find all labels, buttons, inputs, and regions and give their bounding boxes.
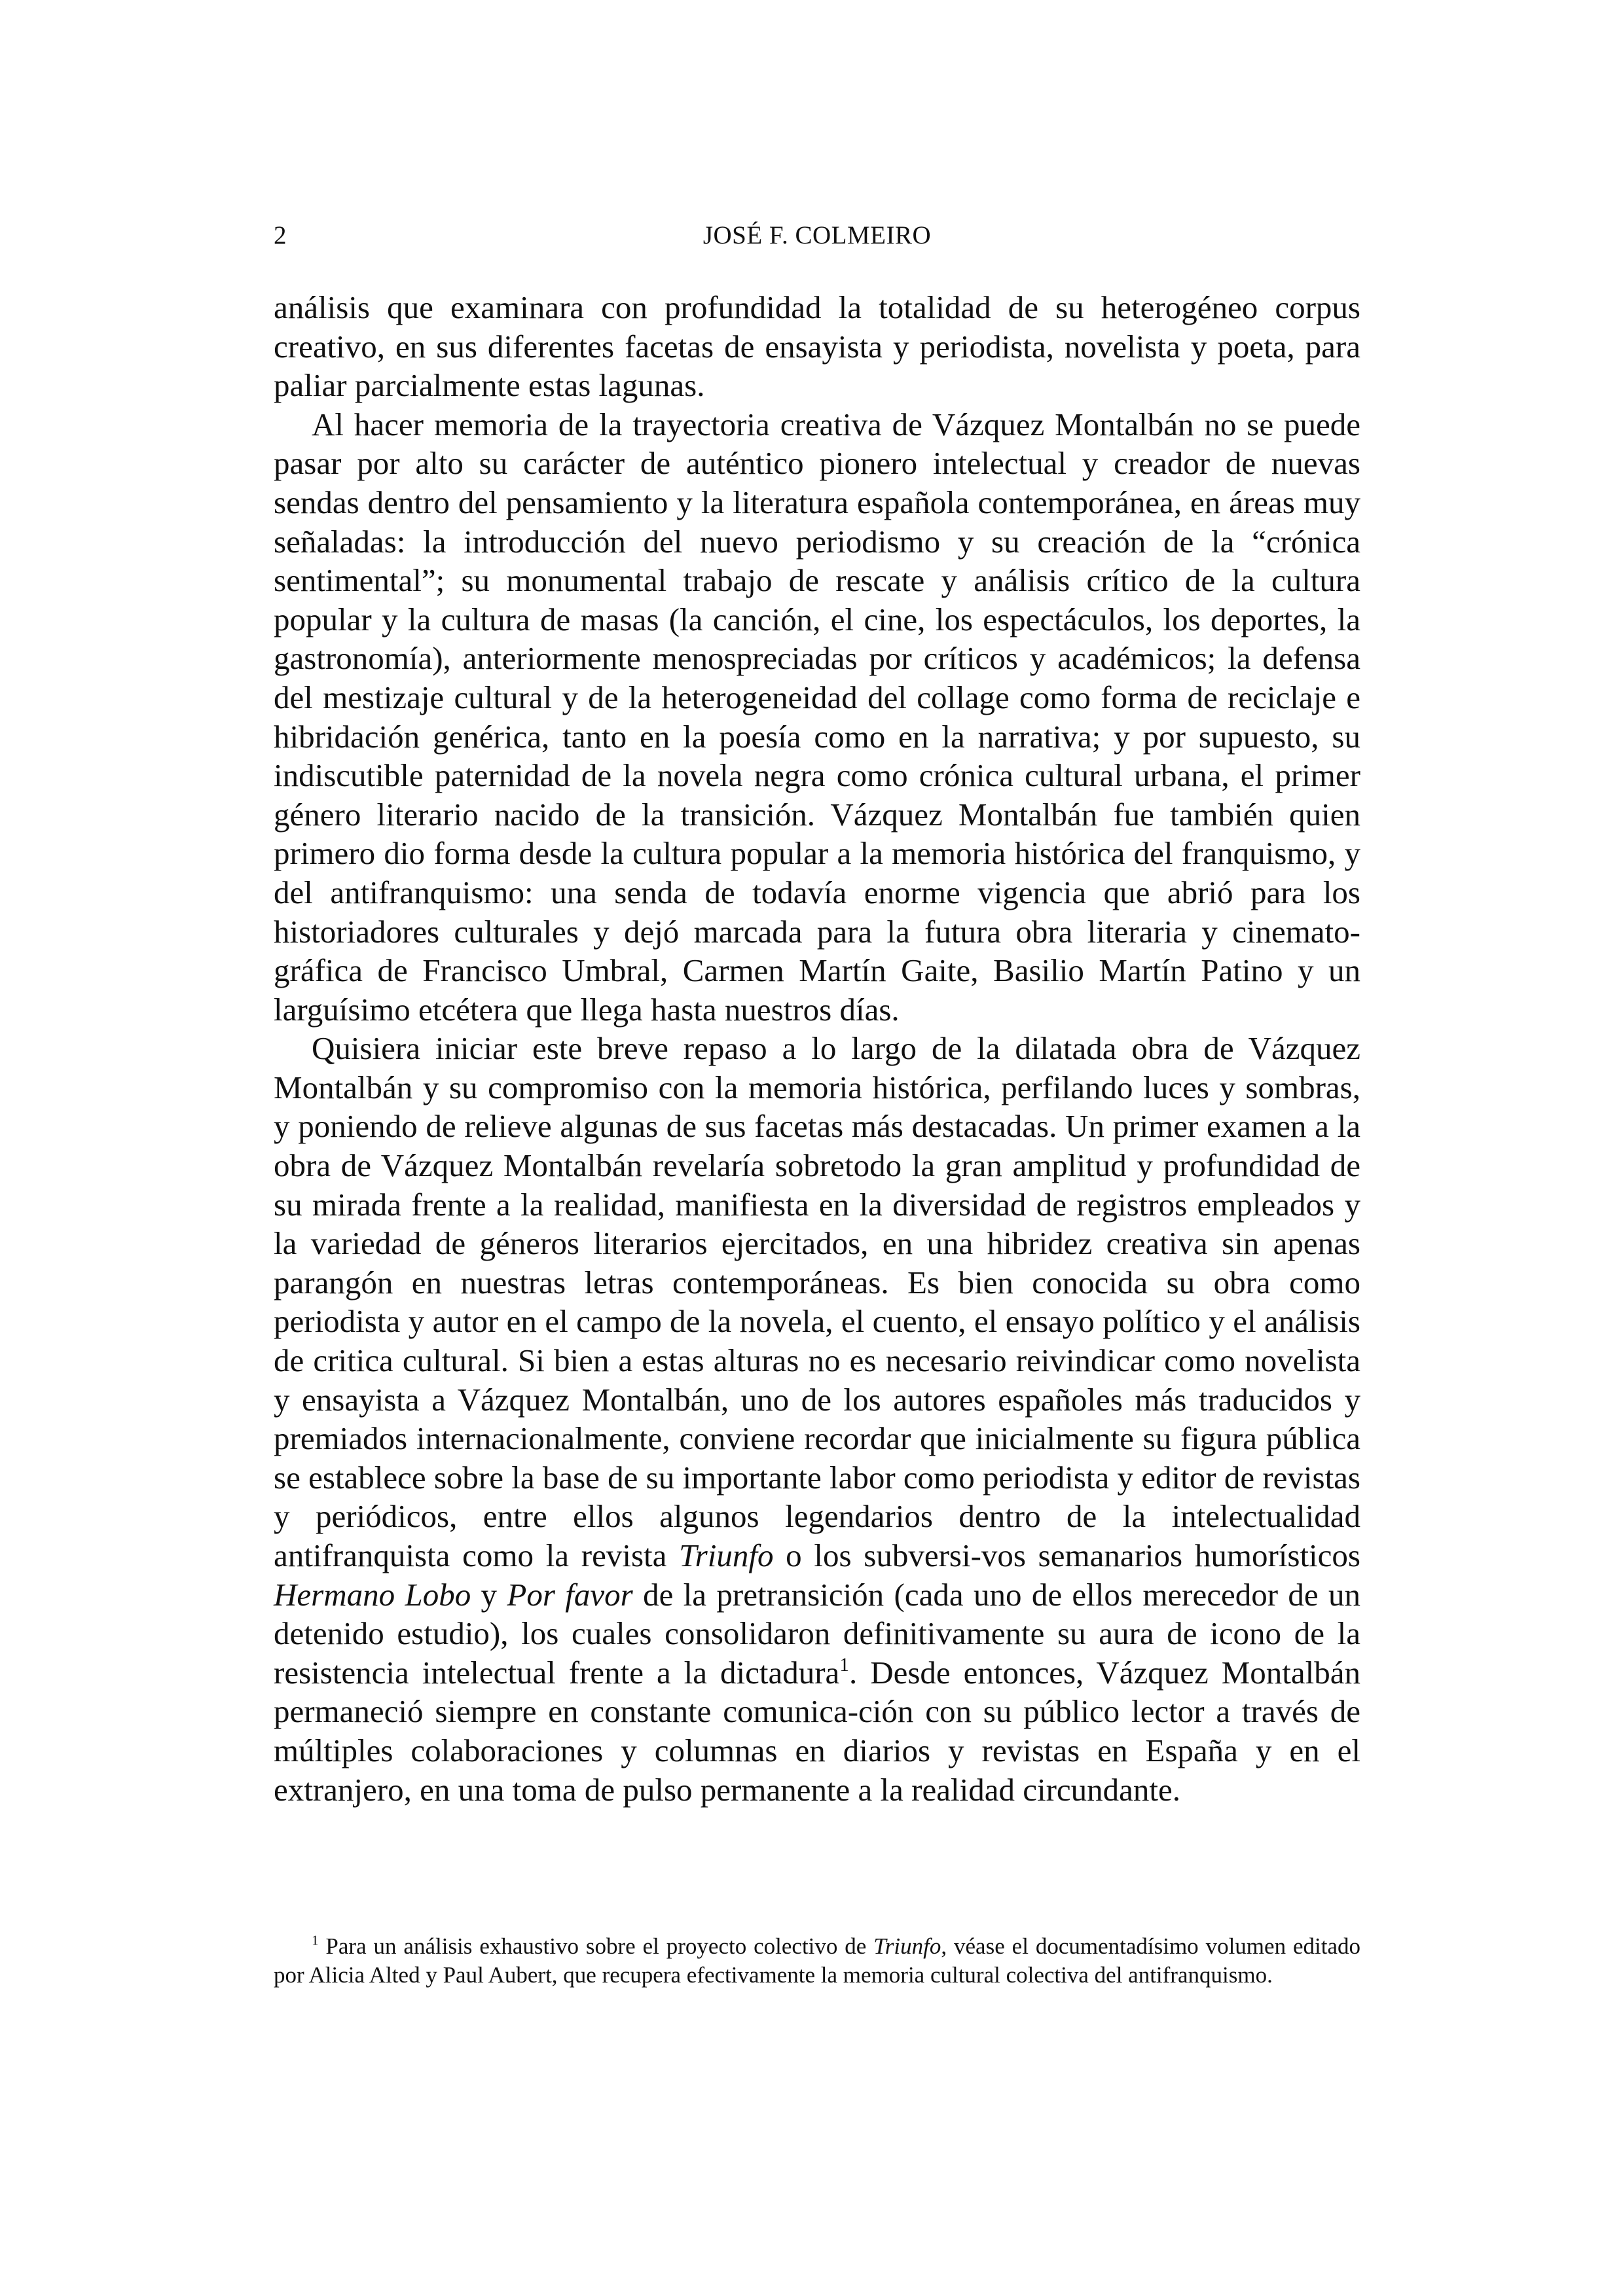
footnote-reference: 1 — [839, 1654, 849, 1676]
paragraph-3-text-c: y — [471, 1576, 507, 1613]
page-number: 2 — [274, 221, 287, 249]
footnote-marker: 1 — [312, 1932, 319, 1948]
paragraph-3-text-b: o los subversi-vos semanarios humorísticos — [773, 1537, 1360, 1573]
page-header — [274, 216, 1360, 255]
paragraph-2: Al hacer memoria de la trayectoria creativa de Vázquez Montalbán no se puede pasar por alto su carácter de auténtico pionero intelectual y creador de nuevas sendas dentro del pensamiento y la literatura española contemporánea, en áreas muy señaladas: la introducción del nuevo periodismo y su creación de la “crónica sentimental”; su monumental trabajo de rescate y análisis crítico de la cultura popular y la cultura de masas (la canción, el cine, los espectáculos, los deportes, la gastronomía), anteriormente menospreciadas por críticos y académicos; la defensa del mestizaje cultural y de la heterogeneidad del collage como forma de reciclaje e hibridación genérica, tanto en la poesía como en la narrativa; y por supuesto, su indiscutible paternidad de la novela negra como crónica cultural urbana, el primer género literario nacido de la transición. Vázquez Montalbán fue también quien primero dio forma desde la cultura popular a la memoria histórica del franquismo, y del antifranquismo: una senda de todavía enorme vigencia que abrió para los historiadores culturales y dejó marcada para la futura obra literaria y cinemato-gráfica de Francisco Umbral, Carmen Martín Gaite, Basilio Martín Patino y un larguísimo etcétera que llega hasta nuestros días. — [274, 406, 1360, 1028]
title-triunfo: Triunfo — [679, 1537, 774, 1573]
footnote-1 — [274, 1932, 1360, 1990]
footnote-text-a: Para un análisis exhaustivo sobre el proyecto colectivo de — [318, 1933, 874, 1959]
title-hermano-lobo: Hermano Lobo — [274, 1576, 471, 1613]
footnote-title-triunfo: Triunfo — [873, 1933, 941, 1959]
footnote-text-b: , véase el documentadísimo volumen editado por Alicia Alted y Paul Aubert, que recupera efectivamente la memoria cultural colectiva del antifranquismo. — [274, 1933, 1360, 1988]
title-por-favor: Por favor — [507, 1576, 633, 1613]
paragraph-3 — [274, 1029, 1360, 1809]
paragraph-3-text-e: . Desde entonces, Vázquez Montalbán permaneció siempre en constante comunica-ción con su público lector a través de múltiples colaboraciones y columnas en diarios y revistas en España y en el extranjero, en una toma de pulso permanente a la realidad circundante. — [274, 1654, 1360, 1808]
paragraph-3-text-d: de la pretransición (cada uno de ellos merecedor de un detenido estudio), los cuales consolidaron definitivamente su aura de icono de la resistencia intelectual frente a la dictadura — [274, 1576, 1361, 1691]
footnote — [274, 1932, 1360, 1990]
paragraph-1: análisis que examinara con profundidad la totalidad de su heterogéneo corpus creativo, en sus diferentes facetas de ensayista y periodista, novelista y poeta, para paliar parcialmente estas lagunas. — [274, 289, 1360, 404]
paragraph-3-text-a: Quisiera iniciar este breve repaso a lo largo de la dilatada obra de Vázquez Montalbán y su compromiso con la memoria histórica, perfilando luces y sombras, y poniendo de relieve algunas de sus facetas más destacadas. Un primer examen a la obra de Vázquez Montalbán revelaría sobretodo la gran amplitud y profundidad de su mirada frente a la realidad, manifiesta en la diversidad de registros empleados y la variedad de géneros literarios ejercitados, en una hibridez creativa sin apenas parangón en nuestras letras contemporáneas. Es bien conocida su obra como periodista y autor en el campo de la novela, el cuento, el ensayo político y el análisis de critica cultural. Si bien a estas alturas no es necesario reivindicar como novelista y ensayista a Vázquez Montalbán, uno de los autores españoles más traducidos y premiados internacionalmente, conviene recordar que inicialmente su figura pública se establece sobre la base de su importante labor como periodista y editor de revistas y periódicos, entre ellos algunos legendarios dentro de la intelectualidad antifranquista como la revista — [274, 1030, 1360, 1573]
body-text — [274, 288, 1360, 1809]
running-head: JOSÉ F. COLMEIRO — [702, 221, 932, 249]
